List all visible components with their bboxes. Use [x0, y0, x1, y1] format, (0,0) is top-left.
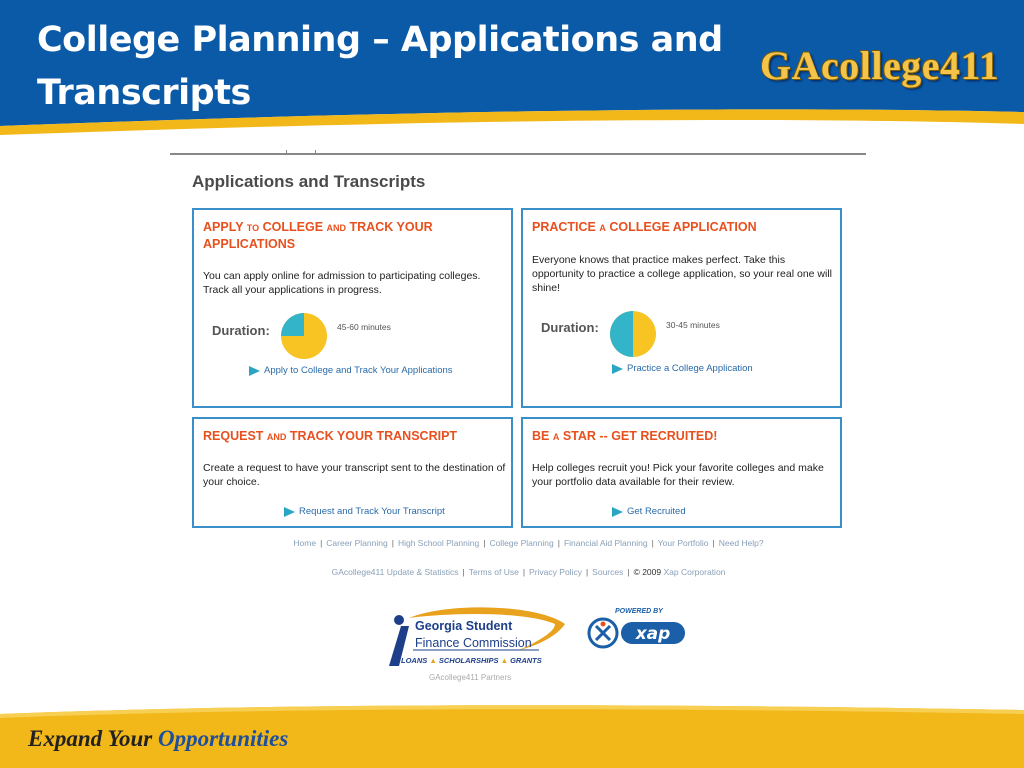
footer-link-your-portfolio[interactable]: Your Portfolio	[657, 538, 709, 548]
arrow-right-icon	[284, 507, 295, 517]
footer-link-need-help[interactable]: Need Help?	[718, 538, 764, 548]
xap-logo[interactable]	[587, 608, 687, 650]
card-title: REQUEST AND TRACK YOUR TRANSCRIPT	[203, 429, 458, 443]
card-request-transcript	[192, 417, 513, 528]
pie-chart-icon	[609, 310, 657, 358]
duration-label: Duration:	[541, 320, 599, 335]
request-transcript-link[interactable]: Request and Track Your Transcript	[284, 506, 445, 517]
card-apply-to-college	[192, 208, 513, 408]
copyright: © 2009	[633, 567, 662, 577]
duration-value: 30-45 minutes	[666, 320, 720, 330]
arrow-right-icon	[612, 507, 623, 517]
gsfc-logo[interactable]	[387, 606, 569, 670]
gsfc-tagline: LOANS ▲ SCHOLARSHIPS ▲ GRANTS	[401, 656, 542, 665]
slide-title	[37, 14, 737, 120]
card-description: Create a request to have your transcript sent to the destination of your choice.	[203, 462, 506, 488]
footer-link-terms[interactable]: Terms of Use	[468, 567, 519, 577]
footer-link-career-planning[interactable]: Career Planning	[326, 538, 388, 548]
get-recruited-link[interactable]: Get Recruited	[612, 506, 686, 517]
card-description: Everyone knows that practice makes perfect. Take this opportunity to practice a college application, so your real one will shine!	[532, 254, 833, 294]
card-description: Help colleges recruit you! Pick your favorite colleges and make your portfolio data available for their review.	[532, 462, 824, 488]
powered-by-label: POWERED BY	[615, 608, 663, 615]
footer-link-high-school-planning[interactable]: High School Planning	[397, 538, 480, 548]
footer-link-privacy[interactable]: Privacy Policy	[529, 567, 582, 577]
header-banner	[0, 0, 1024, 135]
footer-link-college-planning[interactable]: College Planning	[489, 538, 554, 548]
gsfc-name-line1: Georgia Student	[415, 619, 513, 633]
footer-link-home[interactable]: Home	[293, 538, 317, 548]
footer-link-sources[interactable]: Sources	[592, 567, 624, 577]
card-description: You can apply online for admission to participating colleges. Track all your applications in progress.	[203, 270, 481, 296]
arrow-right-icon	[249, 366, 260, 376]
card-title: PRACTICE A COLLEGE APPLICATION	[532, 220, 757, 234]
page-heading: Applications and Transcripts	[192, 172, 426, 191]
copyright-owner-link[interactable]: Xap Corporation	[663, 567, 726, 577]
slide-title-line2: Transcripts	[37, 73, 251, 113]
top-divider	[170, 153, 866, 155]
tagline: Expand Your Opportunities	[28, 726, 289, 751]
gacollege411-logo: GAcollege411	[760, 43, 1000, 88]
pie-chart-icon	[280, 312, 328, 360]
xap-mark-icon	[587, 616, 687, 650]
apply-to-college-link[interactable]: Apply to College and Track Your Applications	[249, 365, 453, 376]
footer-nav: Home | Career Planning | High School Planning | College Planning | Financial Aid Planning | Your Portfolio | Need Help?	[293, 538, 764, 548]
card-get-recruited	[521, 417, 842, 528]
footer-link-financial-aid-planning[interactable]: Financial Aid Planning	[563, 538, 648, 548]
practice-application-link[interactable]: Practice a College Application	[612, 363, 753, 374]
xap-wordmark: xap	[635, 624, 671, 644]
slide-title-line1: College Planning – Applications and	[37, 20, 723, 60]
arrow-right-icon	[612, 364, 623, 374]
footer-link-update-statistics[interactable]: GAcollege411 Update & Statistics	[331, 567, 459, 577]
duration-value: 45-60 minutes	[337, 322, 391, 332]
card-practice-application	[521, 208, 842, 408]
partners-caption: GAcollege411 Partners	[429, 673, 512, 682]
card-title: APPLY TO COLLEGE AND TRACK YOUR APPLICATIONS	[203, 220, 433, 251]
footer-legal: GAcollege411 Update & Statistics | Terms of Use | Privacy Policy | Sources | © 2009 Xap Corporation	[331, 567, 726, 577]
gsfc-name-line2: Finance Commission	[415, 636, 532, 650]
card-title: BE A STAR -- GET RECRUITED!	[532, 429, 718, 443]
duration-label: Duration:	[212, 323, 270, 338]
